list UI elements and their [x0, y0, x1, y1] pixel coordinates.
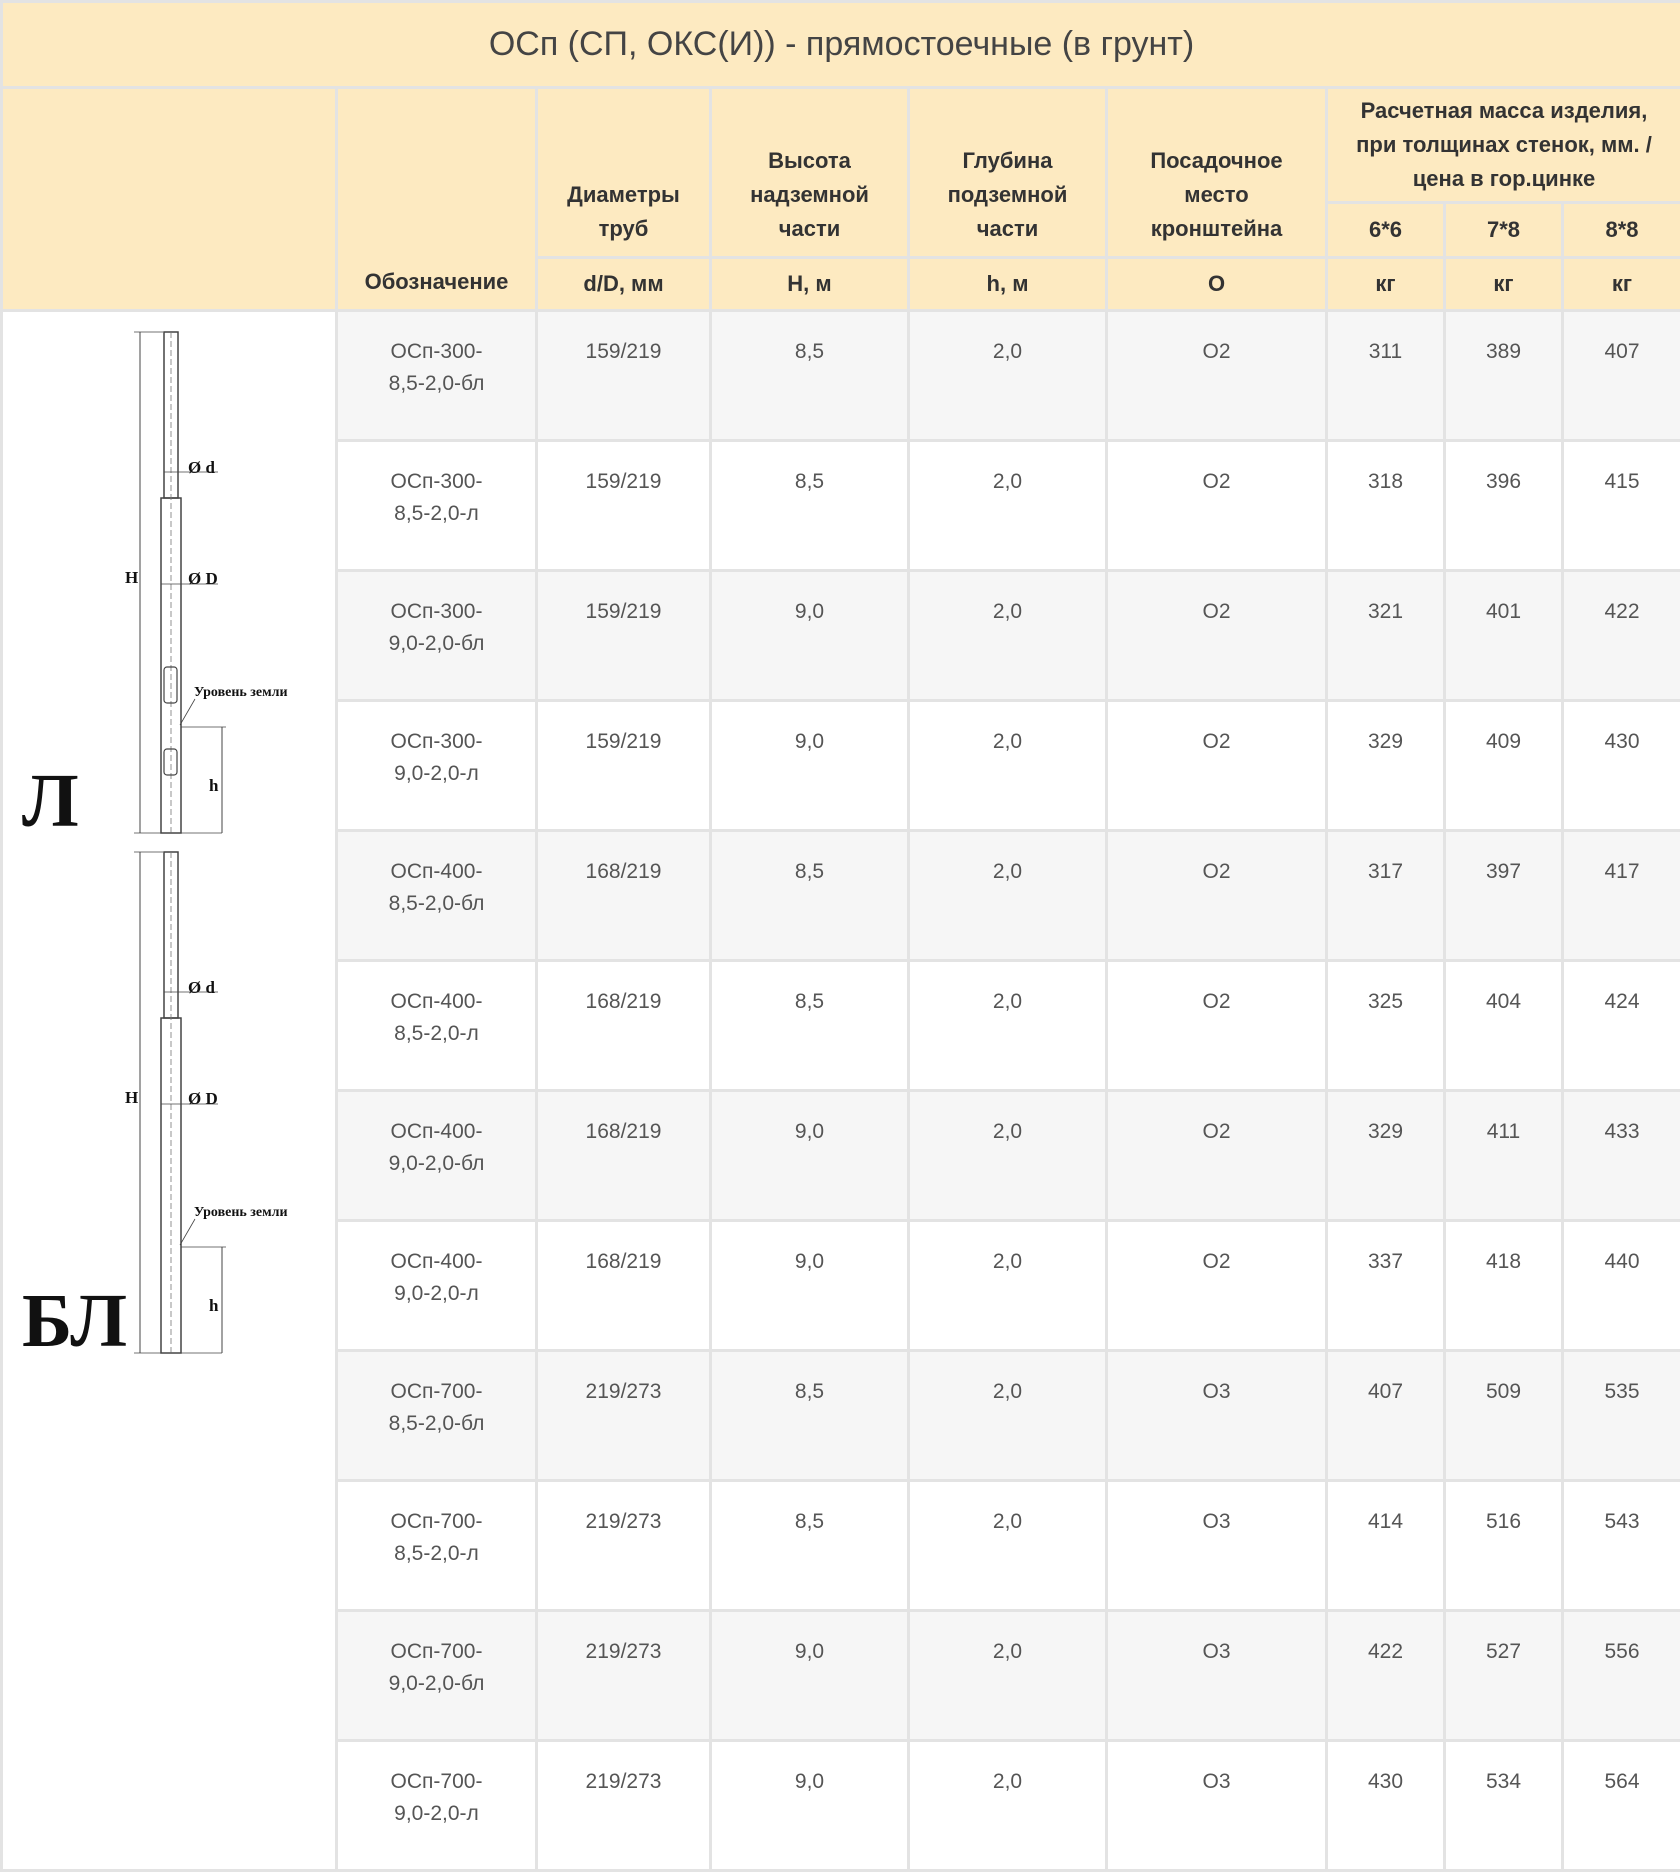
diameter-cell: 219/273	[537, 1481, 711, 1611]
door-opening-shape	[164, 667, 177, 703]
designation-cell: ОСп-400-8,5-2,0-л	[337, 961, 537, 1091]
depth-cell: 2,0	[909, 1741, 1107, 1871]
diameter-cell: 219/273	[537, 1741, 711, 1871]
unit-kg-2: кг	[1445, 258, 1563, 311]
unit-depth: h, м	[909, 258, 1107, 311]
designation-cell: ОСп-400-9,0-2,0-бл	[337, 1091, 537, 1221]
mass-8x8-cell: 407	[1563, 311, 1680, 441]
diameter-cell: 159/219	[537, 311, 711, 441]
depth-cell: 2,0	[909, 441, 1107, 571]
designation-cell: ОСп-400-9,0-2,0-л	[337, 1221, 537, 1351]
mass-8x8-cell: 543	[1563, 1481, 1680, 1611]
depth-cell: 2,0	[909, 1611, 1107, 1741]
header-depth: Глубина подземной части	[909, 88, 1107, 258]
diameter-cell: 219/273	[537, 1351, 711, 1481]
mass-7x8-cell: 509	[1445, 1351, 1563, 1481]
depth-cell: 2,0	[909, 571, 1107, 701]
label-type-bl: БЛ	[22, 1279, 127, 1363]
mass-6x6-cell: 414	[1327, 1481, 1445, 1611]
depth-cell: 2,0	[909, 961, 1107, 1091]
depth-cell: 2,0	[909, 1221, 1107, 1351]
mass-8x8-cell: 417	[1563, 831, 1680, 961]
designation-cell: ОСп-700-9,0-2,0-бл	[337, 1611, 537, 1741]
designation-cell: ОСп-300-8,5-2,0-л	[337, 441, 537, 571]
depth-cell: 2,0	[909, 831, 1107, 961]
pole-drawing	[0, 307, 335, 1615]
mass-6x6-cell: 337	[1327, 1221, 1445, 1351]
mount-cell: О2	[1107, 311, 1327, 441]
label-ground: Уровень земли	[194, 685, 288, 700]
height-cell: 8,5	[711, 311, 909, 441]
diameter-cell: 159/219	[537, 571, 711, 701]
mount-cell: О3	[1107, 1481, 1327, 1611]
mass-6x6-cell: 430	[1327, 1741, 1445, 1871]
pole-diagram-bl	[22, 852, 288, 1363]
header-designation: Обозначение	[337, 88, 537, 311]
height-cell: 9,0	[711, 1221, 909, 1351]
height-cell: 8,5	[711, 961, 909, 1091]
height-cell: 9,0	[711, 1741, 909, 1871]
table-title: ОСп (СП, ОКС(И)) - прямостоечные (в грунт)	[2, 2, 1680, 88]
depth-cell: 2,0	[909, 1481, 1107, 1611]
diameter-cell: 168/219	[537, 1091, 711, 1221]
header-mount: Посадочное место кронштейна	[1107, 88, 1327, 258]
label-d-small: Ø d	[188, 458, 215, 477]
label-type-l: Л	[22, 759, 79, 843]
unit-kg-3: кг	[1563, 258, 1680, 311]
mass-8x8-cell: 430	[1563, 701, 1680, 831]
header-thickness-3: 8*8	[1563, 203, 1680, 258]
diameter-cell: 159/219	[537, 701, 711, 831]
height-cell: 9,0	[711, 701, 909, 831]
unit-kg-1: кг	[1327, 258, 1445, 311]
label-h: h	[209, 1296, 219, 1315]
diameter-cell: 159/219	[537, 441, 711, 571]
depth-cell: 2,0	[909, 1091, 1107, 1221]
unit-diameter: d/D, мм	[537, 258, 711, 311]
mount-cell: О2	[1107, 831, 1327, 961]
mass-6x6-cell: 317	[1327, 831, 1445, 961]
mass-7x8-cell: 396	[1445, 441, 1563, 571]
mass-7x8-cell: 411	[1445, 1091, 1563, 1221]
header-diameter: Диаметры труб	[537, 88, 711, 258]
mass-7x8-cell: 404	[1445, 961, 1563, 1091]
cable-opening-shape	[164, 749, 177, 775]
designation-cell: ОСп-400-8,5-2,0-бл	[337, 831, 537, 961]
label-d-large: Ø D	[188, 569, 218, 588]
mass-6x6-cell: 318	[1327, 441, 1445, 571]
mass-6x6-cell: 325	[1327, 961, 1445, 1091]
designation-cell: ОСп-300-9,0-2,0-бл	[337, 571, 537, 701]
unit-mount: О	[1107, 258, 1327, 311]
designation-cell: ОСп-700-9,0-2,0-л	[337, 1741, 537, 1871]
height-cell: 9,0	[711, 1611, 909, 1741]
unit-height: H, м	[711, 258, 909, 311]
header-thickness-1: 6*6	[1327, 203, 1445, 258]
label-d-large: Ø D	[188, 1089, 218, 1108]
label-ground: Уровень земли	[194, 1205, 288, 1220]
mass-7x8-cell: 409	[1445, 701, 1563, 831]
designation-cell: ОСп-700-8,5-2,0-л	[337, 1481, 537, 1611]
height-cell: 8,5	[711, 1351, 909, 1481]
diameter-cell: 219/273	[537, 1611, 711, 1741]
height-cell: 8,5	[711, 1481, 909, 1611]
mass-8x8-cell: 535	[1563, 1351, 1680, 1481]
leader-ground-line	[180, 699, 195, 725]
header-mass: Расчетная масса изделия, при толщинах стенок, мм. / цена в гор.цинке	[1327, 88, 1680, 203]
mass-8x8-cell: 564	[1563, 1741, 1680, 1871]
header-thickness-2: 7*8	[1445, 203, 1563, 258]
mount-cell: О2	[1107, 1091, 1327, 1221]
mount-cell: О2	[1107, 571, 1327, 701]
mass-8x8-cell: 440	[1563, 1221, 1680, 1351]
mass-6x6-cell: 321	[1327, 571, 1445, 701]
mass-6x6-cell: 329	[1327, 701, 1445, 831]
pole-diagram-l	[22, 332, 288, 843]
depth-cell: 2,0	[909, 311, 1107, 441]
diameter-cell: 168/219	[537, 961, 711, 1091]
leader-ground-line	[180, 1219, 195, 1245]
mount-cell: О2	[1107, 701, 1327, 831]
mount-cell: О3	[1107, 1741, 1327, 1871]
mass-6x6-cell: 311	[1327, 311, 1445, 441]
mass-7x8-cell: 418	[1445, 1221, 1563, 1351]
mass-6x6-cell: 329	[1327, 1091, 1445, 1221]
mass-8x8-cell: 422	[1563, 571, 1680, 701]
mass-7x8-cell: 527	[1445, 1611, 1563, 1741]
mass-8x8-cell: 424	[1563, 961, 1680, 1091]
mount-cell: О2	[1107, 961, 1327, 1091]
mass-7x8-cell: 397	[1445, 831, 1563, 961]
mass-8x8-cell: 433	[1563, 1091, 1680, 1221]
mass-6x6-cell: 407	[1327, 1351, 1445, 1481]
height-cell: 8,5	[711, 831, 909, 961]
depth-cell: 2,0	[909, 1351, 1107, 1481]
mass-7x8-cell: 516	[1445, 1481, 1563, 1611]
mass-7x8-cell: 401	[1445, 571, 1563, 701]
diameter-cell: 168/219	[537, 1221, 711, 1351]
height-cell: 9,0	[711, 1091, 909, 1221]
label-d-small: Ø d	[188, 978, 215, 997]
label-H: H	[125, 568, 138, 587]
depth-cell: 2,0	[909, 701, 1107, 831]
diameter-cell: 168/219	[537, 831, 711, 961]
mass-7x8-cell: 534	[1445, 1741, 1563, 1871]
header-height: Высота надземной части	[711, 88, 909, 258]
designation-cell: ОСп-300-8,5-2,0-бл	[337, 311, 537, 441]
header-drawing-cell	[2, 88, 337, 311]
height-cell: 9,0	[711, 571, 909, 701]
mass-7x8-cell: 389	[1445, 311, 1563, 441]
height-cell: 8,5	[711, 441, 909, 571]
mass-8x8-cell: 415	[1563, 441, 1680, 571]
mass-6x6-cell: 422	[1327, 1611, 1445, 1741]
mount-cell: О3	[1107, 1611, 1327, 1741]
label-h: h	[209, 776, 219, 795]
designation-cell: ОСп-700-8,5-2,0-бл	[337, 1351, 537, 1481]
mount-cell: О3	[1107, 1351, 1327, 1481]
mount-cell: О2	[1107, 1221, 1327, 1351]
mass-8x8-cell: 556	[1563, 1611, 1680, 1741]
mount-cell: О2	[1107, 441, 1327, 571]
designation-cell: ОСп-300-9,0-2,0-л	[337, 701, 537, 831]
label-H: H	[125, 1088, 138, 1107]
